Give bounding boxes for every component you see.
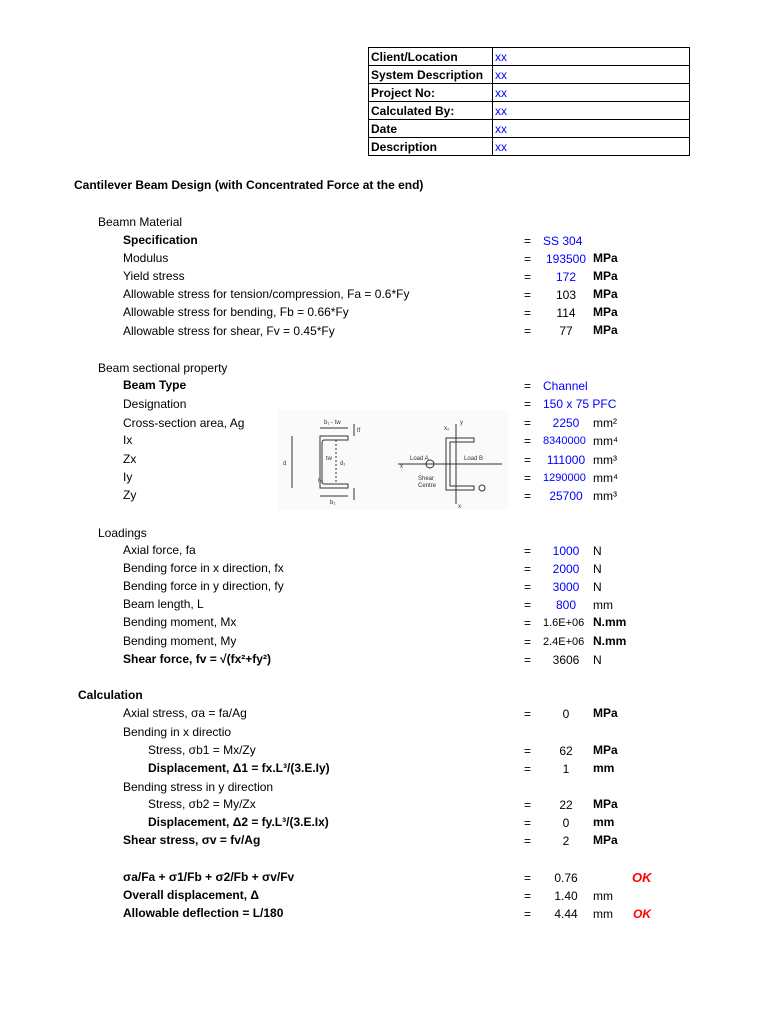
equals-sign: = <box>524 907 532 921</box>
row-label: Beam length, L <box>123 597 204 611</box>
equals-sign: = <box>524 580 532 594</box>
equals-sign: = <box>524 744 532 758</box>
row-value[interactable]: 111000 <box>546 453 586 467</box>
row-value: 2 <box>562 834 570 848</box>
row-unit: mm⁴ <box>593 434 619 448</box>
equals-sign: = <box>524 453 532 467</box>
row-value[interactable]: Channel <box>543 379 588 393</box>
row-unit: MPa <box>593 305 618 319</box>
row-value[interactable]: 1290000 <box>543 472 586 484</box>
info-value[interactable]: xx <box>493 102 690 120</box>
equals-sign: = <box>524 598 532 612</box>
row-label: Axial force, fa <box>123 543 196 557</box>
equals-sign: = <box>524 434 532 448</box>
label-load-b: Load B <box>464 456 484 462</box>
label-xo: x₀ <box>444 426 450 432</box>
row-value[interactable]: 2000 <box>552 562 580 576</box>
row-value: 0 <box>562 707 570 721</box>
info-table <box>368 47 690 156</box>
row-value[interactable]: 25700 <box>549 489 583 503</box>
info-value[interactable]: xx <box>493 66 690 84</box>
row-unit: MPa <box>593 706 618 720</box>
row-unit: mm³ <box>593 453 617 467</box>
equals-sign: = <box>524 762 532 776</box>
row-unit: MPa <box>593 323 618 337</box>
equals-sign: = <box>524 306 532 320</box>
section-calculation: Calculation <box>78 688 143 702</box>
row-label: Displacement, Δ1 = fx.L³/(3.E.Iy) <box>148 761 330 775</box>
page-title: Cantilever Beam Design (with Concentrated Force at the end) <box>74 178 424 192</box>
row-label: Yield stress <box>123 269 185 283</box>
label-y: y <box>460 420 463 426</box>
equals-sign: = <box>524 871 532 885</box>
info-key: Project No: <box>369 84 493 102</box>
info-key: System Description <box>369 66 493 84</box>
label-tw: tw <box>326 456 332 462</box>
info-value[interactable]: xx <box>493 138 690 156</box>
row-label: Displacement, Δ2 = fy.L³/(3.E.Ix) <box>148 815 329 829</box>
equals-sign: = <box>524 416 532 430</box>
row-value: 0 <box>562 816 570 830</box>
row-value: 103 <box>555 288 577 302</box>
row-value: 4.44 <box>554 907 578 921</box>
row-unit: MPa <box>593 269 618 283</box>
row-label: Bending force in y direction, fy <box>123 579 284 593</box>
row-label: Allowable stress for tension/compression, Fa = 0.6*Fy <box>123 287 410 301</box>
label-d: d <box>283 461 287 467</box>
row-label: Modulus <box>123 251 169 265</box>
row-label: Shear force, fv = √(fx²+fy²) <box>123 652 271 666</box>
table-row <box>369 138 690 156</box>
info-key: Calculated By: <box>369 102 493 120</box>
table-row <box>369 84 690 102</box>
equals-sign: = <box>524 270 532 284</box>
equals-sign: = <box>524 889 532 903</box>
row-value: 22 <box>559 798 573 812</box>
equals-sign: = <box>524 544 532 558</box>
row-value: 1.40 <box>554 889 578 903</box>
row-label: Bending moment, Mx <box>123 615 237 629</box>
equals-sign: = <box>524 635 532 649</box>
info-value[interactable]: xx <box>493 84 690 102</box>
info-value[interactable]: xx <box>493 48 690 66</box>
info-value[interactable]: xx <box>493 120 690 138</box>
row-unit: mm⁴ <box>593 471 619 485</box>
row-label: Stress, σb1 = Mx/Zy <box>148 743 256 757</box>
row-unit: MPa <box>593 797 618 811</box>
row-unit: N.mm <box>593 634 627 648</box>
table-row <box>369 66 690 84</box>
row-label: Allowable deflection = L/180 <box>123 906 284 920</box>
row-value[interactable]: SS 304 <box>543 234 583 248</box>
equals-sign: = <box>524 653 532 667</box>
label-r1: r₁ <box>318 478 323 484</box>
equals-sign: = <box>524 616 532 630</box>
table-row <box>369 120 690 138</box>
row-unit: mm <box>593 907 613 921</box>
equals-sign: = <box>524 324 532 338</box>
row-label: σa/Fa + σ1/Fb + σ2/Fb + σv/Fv <box>123 870 295 884</box>
equals-sign: = <box>524 489 532 503</box>
equals-sign: = <box>524 379 532 393</box>
row-label: Overall displacement, Δ <box>123 888 260 902</box>
info-key: Date <box>369 120 493 138</box>
row-unit: N <box>593 653 602 667</box>
row-value: 2.4E+06 <box>543 636 585 648</box>
section-material: Beamn Material <box>98 215 183 229</box>
equals-sign: = <box>524 288 532 302</box>
info-key: Description <box>369 138 493 156</box>
row-label: Bending in x directio <box>123 725 232 739</box>
label-bf-tw: b₁ - tw <box>324 420 341 426</box>
label-bf: b₁ <box>330 500 336 506</box>
table-row <box>369 102 690 120</box>
label-tf: tf <box>357 428 361 434</box>
row-unit: mm <box>593 815 615 829</box>
row-unit: mm <box>593 598 613 612</box>
row-label: Designation <box>123 397 187 411</box>
equals-sign: = <box>524 471 532 485</box>
row-unit: MPa <box>593 251 618 265</box>
row-unit: MPa <box>593 833 618 847</box>
row-label: Shear stress, σv = fv/Ag <box>123 833 261 847</box>
equals-sign: = <box>524 798 532 812</box>
row-unit: N <box>593 544 602 558</box>
row-value[interactable]: 2250 <box>552 416 580 430</box>
row-value[interactable]: 800 <box>555 598 577 612</box>
row-label: Iy <box>123 470 133 484</box>
label-x: x <box>400 464 403 470</box>
row-value: 114 <box>556 306 576 320</box>
channel-section-diagram <box>278 410 508 510</box>
row-label: Zy <box>123 488 137 502</box>
section-sectional: Beam sectional property <box>98 361 228 375</box>
row-unit: N <box>593 580 602 594</box>
row-value[interactable]: 1000 <box>552 544 580 558</box>
equals-sign: = <box>524 234 532 248</box>
table-row <box>369 48 690 66</box>
row-label: Allowable stress for bending, Fb = 0.66*Fy <box>123 305 349 319</box>
row-value[interactable]: 193500 <box>545 252 587 266</box>
row-unit: mm² <box>593 416 617 430</box>
row-label: Ix <box>123 433 133 447</box>
row-value[interactable]: 172 <box>555 270 577 284</box>
row-unit: mm <box>593 761 615 775</box>
row-value[interactable]: 3000 <box>552 580 580 594</box>
status-badge: OK <box>632 870 652 885</box>
row-label: Bending moment, My <box>123 634 237 648</box>
row-value: 3606 <box>552 653 580 667</box>
row-unit: N <box>593 562 602 576</box>
equals-sign: = <box>524 707 532 721</box>
row-label: Allowable stress for shear, Fv = 0.45*Fy <box>123 324 335 338</box>
row-label: Specification <box>123 233 198 247</box>
label-xl: x <box>458 504 461 510</box>
section-loadings: Loadings <box>98 526 147 540</box>
row-unit: MPa <box>593 743 618 757</box>
row-unit: N.mm <box>593 615 627 629</box>
row-label: Cross-section area, Ag <box>123 416 245 430</box>
row-unit: MPa <box>593 287 618 301</box>
row-value[interactable]: 8340000 <box>543 435 586 447</box>
equals-sign: = <box>524 834 532 848</box>
label-shear: Shear <box>418 476 435 482</box>
label-load-a: Load A <box>410 456 429 462</box>
row-value: 1 <box>562 762 570 776</box>
info-key: Client/Location <box>369 48 493 66</box>
status-badge: OK <box>633 907 651 921</box>
label-d1: d₁ <box>340 461 346 467</box>
row-value: 1.6E+06 <box>543 617 585 629</box>
row-label: Stress, σb2 = My/Zx <box>148 797 256 811</box>
equals-sign: = <box>524 562 532 576</box>
row-value[interactable]: 150 x 75 PFC <box>543 397 617 411</box>
row-label: Axial stress, σa = fa/Ag <box>123 706 247 720</box>
row-unit: mm <box>593 889 613 903</box>
row-value: 62 <box>559 744 573 758</box>
row-label: Beam Type <box>123 378 187 392</box>
row-label: Bending force in x direction, fx <box>123 561 284 575</box>
equals-sign: = <box>524 252 532 266</box>
label-centre: Centre <box>418 483 437 489</box>
equals-sign: = <box>524 397 532 411</box>
equals-sign: = <box>524 816 532 830</box>
row-value: 0.76 <box>554 871 578 885</box>
row-label: Zx <box>123 452 137 466</box>
row-unit: mm³ <box>593 489 617 503</box>
row-value: 77 <box>559 324 573 338</box>
row-label: Bending stress in y direction <box>123 780 274 794</box>
